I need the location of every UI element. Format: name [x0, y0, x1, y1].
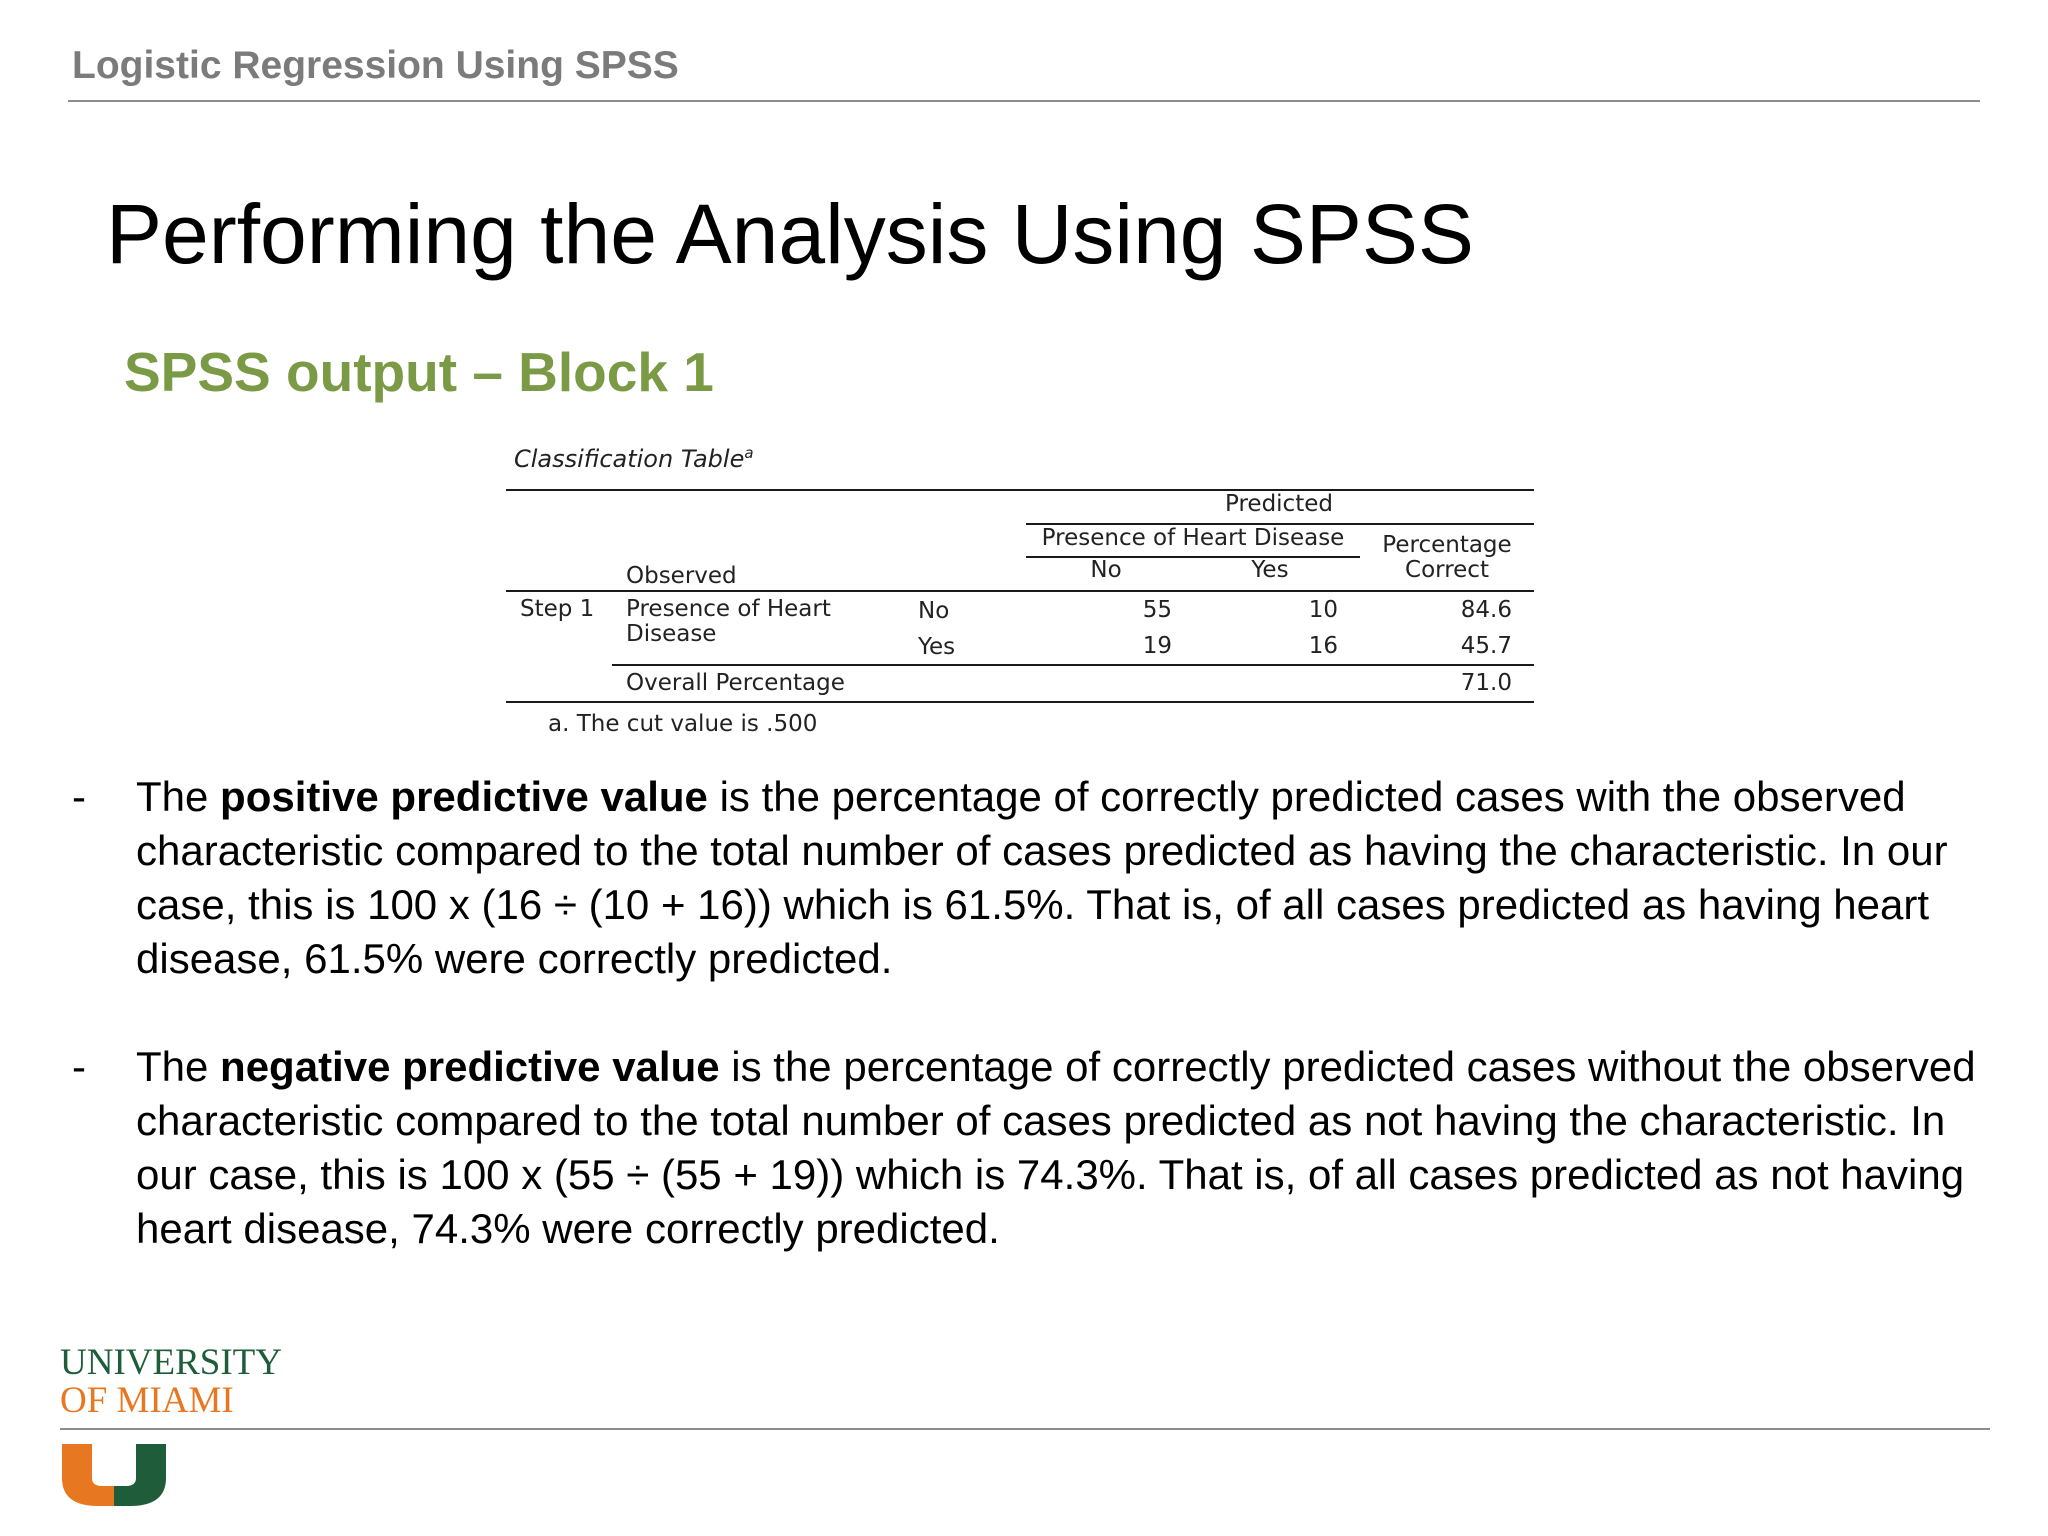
predicted-header: Predicted [1225, 491, 1333, 517]
table-bottom-rule [506, 701, 1534, 703]
bullet-dash: - [72, 773, 86, 820]
wordmark-line-2: OF MIAMI [60, 1380, 234, 1421]
footer-divider [60, 1428, 1990, 1430]
bullet-text-pre: The [136, 773, 221, 820]
classification-table [0, 0, 2048, 760]
presentation-title: Logistic Regression Using SPSS [72, 44, 679, 87]
header-bottom-rule [506, 590, 1534, 592]
bullet-term: negative predictive value [220, 1043, 720, 1090]
table-footnote: a. The cut value is .500 [548, 711, 818, 737]
predicted-group-header: Presence of Heart Disease [1041, 525, 1345, 551]
slide-title: Performing the Analysis Using SPSS [106, 187, 1474, 281]
cell-no-yes: 10 [1308, 597, 1338, 623]
variable-label-1: Presence of Heart [626, 596, 831, 622]
row-label-no: No [918, 598, 950, 624]
cell-no-no: 55 [1142, 597, 1172, 623]
wordmark-line-1: UNIVERSITY [60, 1342, 282, 1383]
pct-correct-header-2: Correct [1405, 557, 1489, 583]
u-logo-icon [62, 1444, 166, 1506]
cell-yes-pct: 45.7 [1460, 633, 1512, 659]
col-no-header: No [1090, 557, 1122, 583]
row-label-yes: Yes [918, 634, 956, 660]
bullet-term: positive predictive value [220, 773, 708, 820]
cell-no-pct: 84.6 [1460, 597, 1512, 623]
bullet-text-pre: The [136, 1043, 221, 1090]
bullet-list [68, 770, 2008, 1310]
cell-yes-yes: 16 [1308, 633, 1338, 659]
cell-yes-no: 19 [1142, 633, 1172, 659]
col-yes-header: Yes [1251, 557, 1289, 583]
bullet-text-post: is the percentage of correctly predicted cases without the observed characteristic compared to the total number of cases predicted as not having the characteristic. In our case, this is 100 x (55 ÷ (55 + 19)) which is 74.3%. That is, of all cases predicted as not having heart disease, 74.3% were correctly predicted. [136, 1043, 1976, 1252]
step-label: Step 1 [520, 596, 595, 622]
bullet-text-post: is the percentage of correctly predicted cases with the observed characteristic compared to the total number of cases predicted as having the characteristic. In our case, this is 100 x (16 ÷ (10 + 16)) which is 61.5%. That is, of all cases predicted as having heart disease, 61.5% were correctly predicted. [136, 773, 1948, 982]
bullet-dash: - [72, 1043, 86, 1090]
slide-subtitle: SPSS output – Block 1 [124, 341, 714, 403]
bullet-positive-predictive-value [68, 770, 2008, 986]
overall-pct: 71.0 [1460, 670, 1512, 696]
overall-label: Overall Percentage [626, 670, 845, 696]
table-title: Classification Table$^a$ [514, 444, 754, 473]
variable-label-2: Disease [626, 621, 717, 647]
bullet-negative-predictive-value [68, 1040, 2008, 1256]
university-wordmark [60, 1344, 282, 1420]
observed-header: Observed [626, 563, 737, 589]
overall-top-rule [612, 664, 1534, 666]
pct-correct-header-1: Percentage [1382, 532, 1512, 558]
